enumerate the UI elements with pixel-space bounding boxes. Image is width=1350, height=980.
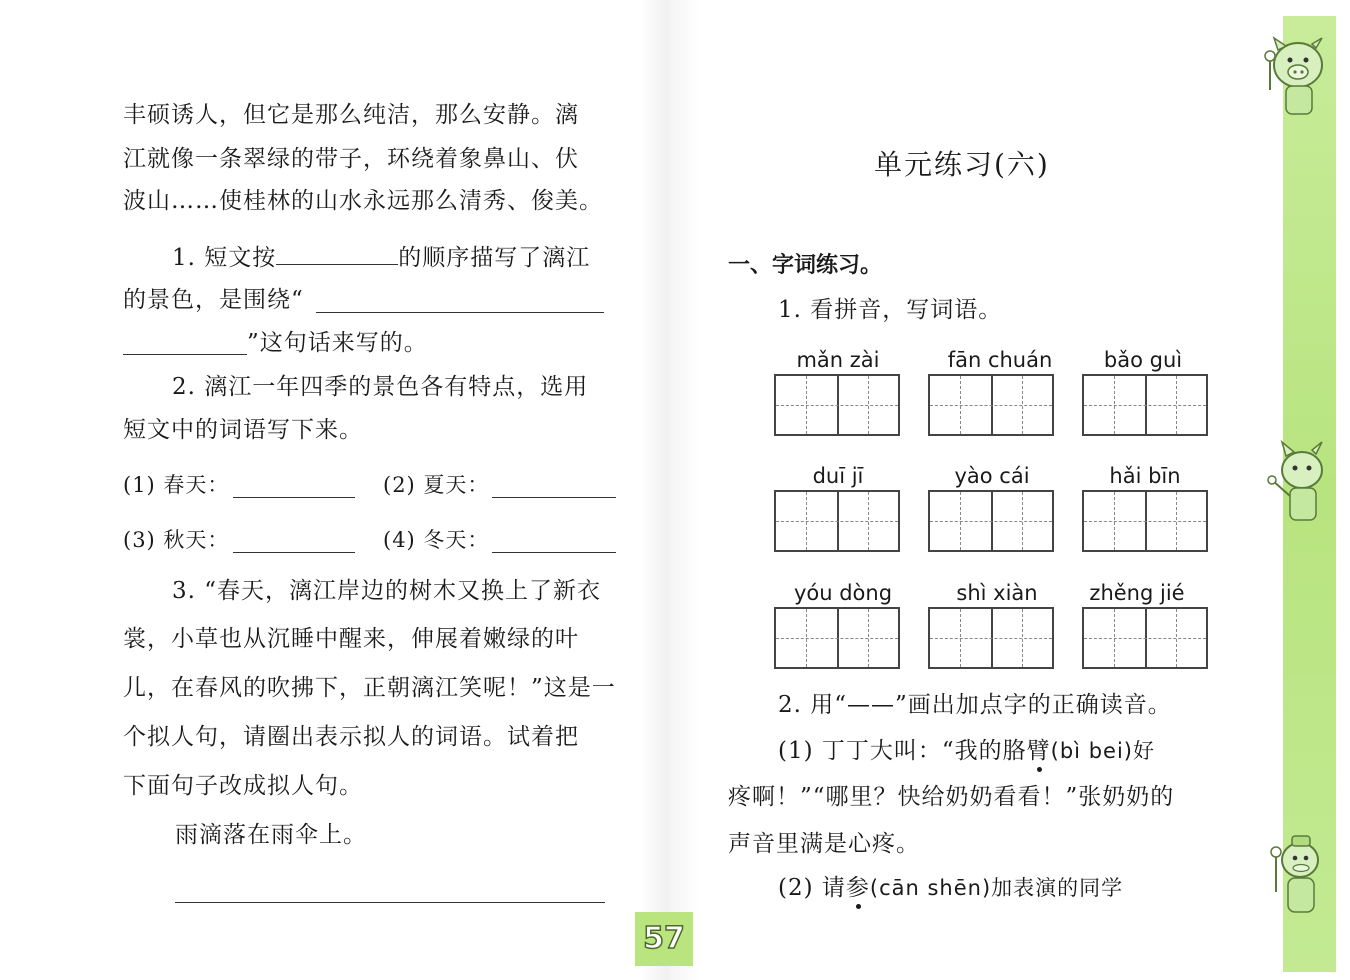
ex2-2-pinyin-options[interactable]: (cān shēn)加表演的同学 xyxy=(869,876,1124,900)
q1-text-b: 的顺序描写了漓江 xyxy=(398,245,591,271)
pinyin-label: hǎi bīn xyxy=(1109,464,1181,488)
page-number: 57 xyxy=(635,912,693,966)
duck-mascot-icon xyxy=(1262,820,1334,930)
q2-autumn-blank[interactable] xyxy=(233,552,355,553)
ex2-1-line-2: 疼啊！”“哪里？快给奶奶看看！”张奶奶的 xyxy=(728,784,1175,810)
q1-blank-sentence[interactable] xyxy=(316,312,604,313)
writing-box[interactable] xyxy=(928,490,1054,552)
pinyin-label: yóu dòng xyxy=(793,581,893,605)
writing-box[interactable] xyxy=(928,607,1054,669)
section-heading: 一、字词练习。 xyxy=(728,253,883,278)
q2-autumn-label: (3) 秋天： xyxy=(123,528,230,552)
q3-sentence: 雨滴落在雨伞上。 xyxy=(175,822,367,848)
page-gutter xyxy=(640,0,700,980)
q1-line-2: 的景色，是围绕“ xyxy=(123,287,304,313)
pinyin-label: bǎo guì xyxy=(1103,348,1183,372)
ex2-2-text-a: (2) 请 xyxy=(778,875,846,901)
passage-line-2: 江就像一条翠绿的带子，环绕着象鼻山、伏 xyxy=(123,146,579,172)
q2-spring-blank[interactable] xyxy=(233,497,355,498)
pinyin-label: mǎn zài xyxy=(796,348,880,372)
q1-line-3: ”这句话来写的。 xyxy=(247,330,428,356)
ex2-1-pinyin-options[interactable]: (bì bei)好 xyxy=(1050,739,1155,763)
pig-mascot-icon xyxy=(1256,30,1336,125)
q3-line-3: 儿，在春风的吹拂下，正朝漓江笑呢！”这是一 xyxy=(123,675,616,701)
pinyin-label: shì xiàn xyxy=(956,581,1038,605)
ex2-2-line-1 xyxy=(778,873,1123,903)
q3-line-5: 下面句子改成拟人句。 xyxy=(123,773,363,799)
writing-box[interactable] xyxy=(1082,490,1208,552)
q2-summer-label: (2) 夏天： xyxy=(383,473,490,497)
ex2-1-line-3: 声音里满是心疼。 xyxy=(728,831,920,857)
writing-box[interactable] xyxy=(774,490,900,552)
q2-line-1: 2. 漓江一年四季的景色各有特点，选用 xyxy=(172,374,589,400)
q3-line-1: 3. “春天，漓江岸边的树木又换上了新衣 xyxy=(172,578,602,604)
ex2-1-line-1 xyxy=(778,736,1155,766)
writing-box[interactable] xyxy=(1082,607,1208,669)
cat-mascot-icon xyxy=(1262,440,1334,540)
exercise-1-title: 1. 看拼音，写词语。 xyxy=(778,297,1003,323)
dotted-character: 臂 xyxy=(1026,738,1051,764)
unit-title: 单元练习(六) xyxy=(874,148,1050,181)
q3-line-4: 个拟人句，请圈出表示拟人的词语。试着把 xyxy=(123,724,579,750)
q2-winter-label: (4) 冬天： xyxy=(383,528,490,552)
q2-line-2: 短文中的词语写下来。 xyxy=(123,417,363,443)
q3-answer-line[interactable] xyxy=(175,902,605,903)
writing-box[interactable] xyxy=(774,374,900,436)
exercise-2-title: 2. 用“——”画出加点字的正确读音。 xyxy=(778,692,1172,718)
q1-blank-sentence-cont[interactable] xyxy=(123,354,247,355)
pinyin-label: fān chuán xyxy=(947,348,1053,372)
q3-line-2: 裳，小草也从沉睡中醒来，伸展着嫩绿的叶 xyxy=(123,626,579,652)
q2-winter-blank[interactable] xyxy=(492,552,616,553)
q1-text-a: 1. 短文按 xyxy=(172,245,277,271)
pinyin-label: yào cái xyxy=(954,464,1030,488)
writing-box[interactable] xyxy=(928,374,1054,436)
passage-line-1: 丰硕诱人，但它是那么纯洁，那么安静。漓 xyxy=(123,102,579,128)
q2-summer-blank[interactable] xyxy=(492,497,616,498)
ex2-1-text-a: (1) 丁丁大叫：“我的胳 xyxy=(778,738,1027,764)
pinyin-label: duī jī xyxy=(812,464,864,488)
writing-box[interactable] xyxy=(1082,374,1208,436)
q1-blank-order[interactable] xyxy=(276,242,398,265)
writing-box[interactable] xyxy=(774,607,900,669)
dotted-character: 参 xyxy=(845,875,870,901)
q2-spring-label: (1) 春天： xyxy=(123,473,230,497)
q1-line-1 xyxy=(172,242,590,273)
pinyin-label: zhěng jié xyxy=(1089,581,1185,605)
passage-line-3: 波山……使桂林的山水永远那么清秀、俊美。 xyxy=(123,188,603,214)
